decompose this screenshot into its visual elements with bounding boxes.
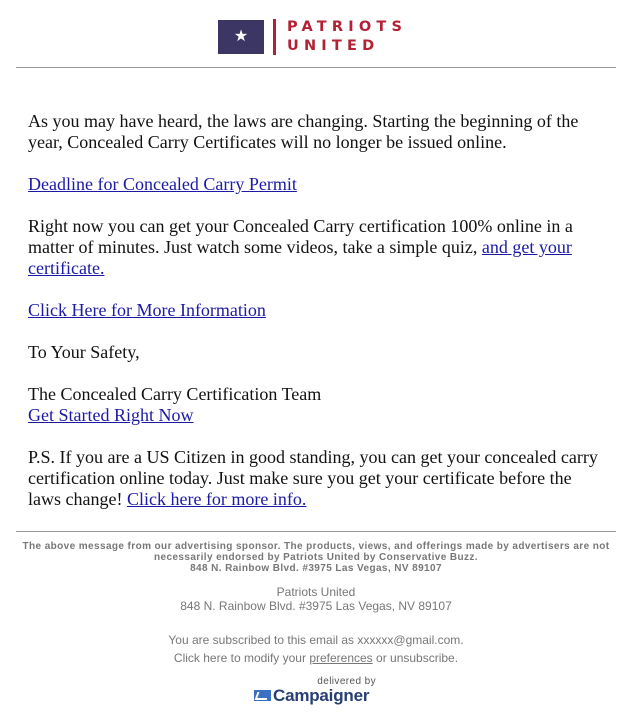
modify-line: [16, 651, 616, 665]
modify-suffix: or unsubscribe.: [372, 651, 459, 665]
more-information-link[interactable]: Click Here for More Information: [28, 300, 266, 320]
deadline-link[interactable]: Deadline for Concealed Carry Permit: [28, 174, 297, 194]
ps-text: P.S. If you are a US Citizen in good standing, you can get your concealed carry certification online today. Just make sure you get your certificate before the laws change!: [28, 447, 598, 509]
campaigner-badge[interactable]: [254, 677, 378, 705]
preferences-link[interactable]: preferences: [309, 651, 373, 665]
logo-divider: [273, 19, 276, 55]
modify-prefix: Click here to modify your: [173, 651, 310, 665]
ps-more-info-link[interactable]: Click here for more info.: [126, 489, 307, 509]
get-started-link[interactable]: Get Started Right Now: [28, 405, 194, 425]
patriots-united-logo: [218, 19, 422, 55]
flag-box: [218, 20, 264, 54]
sponsor-disclaimer: The above message from our advertising sponsor. The products, views, and offerings made by advertisers are not necessarily endorsed by Patriots United by Conservative Buzz.: [22, 541, 610, 563]
get-certificate-link[interactable]: and get your certificate.: [28, 237, 572, 278]
envelope-icon: [254, 690, 271, 701]
org-address: 848 N. Rainbow Blvd. #3975 Las Vegas, NV 89107: [180, 599, 452, 613]
email-body: [16, 68, 616, 510]
star-icon: ★: [233, 26, 249, 45]
online-paragraph-text: Right now you can get your Concealed Carry certification 100% online in a matter of minutes. Just watch some videos, take a simple quiz,: [28, 216, 573, 257]
campaigner-logo: [254, 687, 378, 705]
disclaimer-address: 848 N. Rainbow Blvd. #3975 Las Vegas, NV 89107: [190, 563, 442, 574]
email-header: [16, 0, 616, 68]
ps-paragraph: [28, 447, 604, 510]
campaigner-wordmark: Campaigner: [273, 686, 370, 705]
logo-text-united: UNITED: [287, 38, 380, 54]
online-paragraph: [28, 216, 604, 279]
salutation: To Your Safety,: [28, 342, 140, 362]
signature-block: [28, 384, 604, 426]
email-container: [16, 0, 616, 710]
org-name: Patriots United: [276, 585, 356, 599]
intro-paragraph: As you may have heard, the laws are changing. Starting the beginning of the year, Concealed Carry Certificates will no longer be issued online.: [28, 111, 579, 152]
delivered-by-label: delivered by: [317, 676, 376, 687]
logo-text-patriots: PATRIOTS: [287, 19, 408, 35]
signature-text: The Concealed Carry Certification Team: [28, 384, 322, 404]
email-footer: [16, 531, 616, 710]
subscription-notice: You are subscribed to this email as xxxxxx@gmail.com.: [168, 633, 464, 647]
